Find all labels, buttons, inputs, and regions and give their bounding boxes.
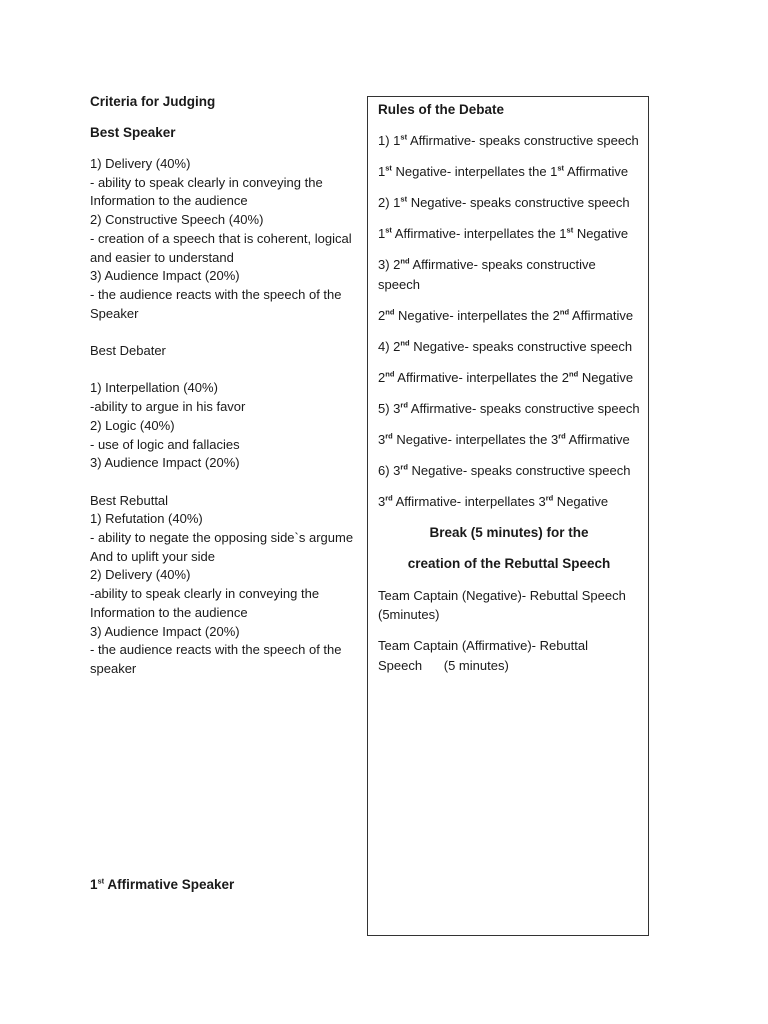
rule-item: 2) 1st Negative- speaks constructive speech [378,194,630,210]
criteria-line: and easier to understand [90,249,234,265]
best-speaker-section [90,155,353,323]
best-rebuttal-title: Best Rebuttal [90,492,169,508]
rule-item: 2nd Affirmative- interpellates the 2nd Negative [378,369,634,385]
ordinal-suffix: st [97,876,105,886]
rule-item: 3) 2nd Affirmative- speaks constructive speech [378,256,596,292]
captain-negative-rebuttal: Team Captain (Negative)- Rebuttal Speech (5minutes) [378,587,626,622]
best-speaker-title: Best Speaker [90,125,176,140]
best-rebuttal-section [90,510,353,678]
criteria-line: 2) Delivery (40%) [90,567,191,583]
rules-list [378,131,640,687]
judging-criteria-column [90,90,368,890]
rule-item: 6) 3rd Negative- speaks constructive speech [378,462,631,478]
captain-affirmative-line: Speech (5 minutes) [378,657,509,673]
rule-item: 1st Negative- interpellates the 1st Affirmative [378,163,629,179]
rule-item: 4) 2nd Negative- speaks constructive speech [378,338,633,354]
heading-number: 1 [90,877,98,892]
rule-item: 3rd Affirmative- interpellates 3rd Negative [378,493,609,509]
criteria-line: Speaker [90,305,139,321]
criteria-line: - the audience reacts with the speech of the [90,286,342,302]
criteria-line: 1) Interpellation (40%) [90,380,218,396]
criteria-line: 2) Logic (40%) [90,417,175,433]
rule-item: 1) 1st Affirmative- speaks constructive speech [378,132,639,148]
criteria-line: - creation of a speech that is coherent, logical [90,230,352,246]
criteria-line: Information to the audience [90,193,248,209]
criteria-line: 1) Delivery (40%) [90,156,191,171]
rule-item: 5) 3rd Affirmative- speaks constructive speech [378,400,640,416]
criteria-line: - use of logic and fallacies [90,436,240,452]
criteria-line: - ability to speak clearly in conveying the [90,174,323,190]
criteria-line: 2) Constructive Speech (40%) [90,212,264,228]
rule-item: 1st Affirmative- interpellates the 1st Negative [378,225,629,241]
captain-affirmative-rebuttal [378,636,640,675]
criteria-line: speaker [90,660,137,676]
criteria-line: And to uplift your side [90,548,216,564]
criteria-line: 3) Audience Impact (20%) [90,623,240,639]
criteria-line: 1) Refutation (40%) [90,511,203,527]
break-notice-line: Break (5 minutes) for the [429,524,589,540]
criteria-line: Information to the audience [90,604,248,620]
criteria-body [90,155,353,679]
rule-item: 3rd Negative- interpellates the 3rd Affirmative [378,431,630,447]
break-notice-line: creation of the Rebuttal Speech [407,555,611,571]
first-affirmative-speaker-heading [90,875,234,895]
rule-item: 2nd Negative- interpellates the 2nd Affirmative [378,307,634,323]
criteria-line: 3) Audience Impact (20%) [90,455,240,471]
criteria-line: 3) Audience Impact (20%) [90,268,240,284]
best-debater-section [90,379,353,473]
criteria-title: Criteria for Judging [90,94,216,109]
rules-of-debate-box [367,96,649,936]
best-debater-title: Best Debater [90,343,166,359]
criteria-line: - the audience reacts with the speech of the [90,642,342,658]
captain-affirmative-line: Team Captain (Affirmative)- Rebuttal [378,638,589,653]
criteria-line: - ability to negate the opposing side`s argume [90,530,354,546]
criteria-line: -ability to speak clearly in conveying the [90,586,320,602]
heading-text: Affirmative Speaker [104,877,235,892]
criteria-line: -ability to argue in his favor [90,399,246,415]
rules-title: Rules of the Debate [378,102,505,117]
